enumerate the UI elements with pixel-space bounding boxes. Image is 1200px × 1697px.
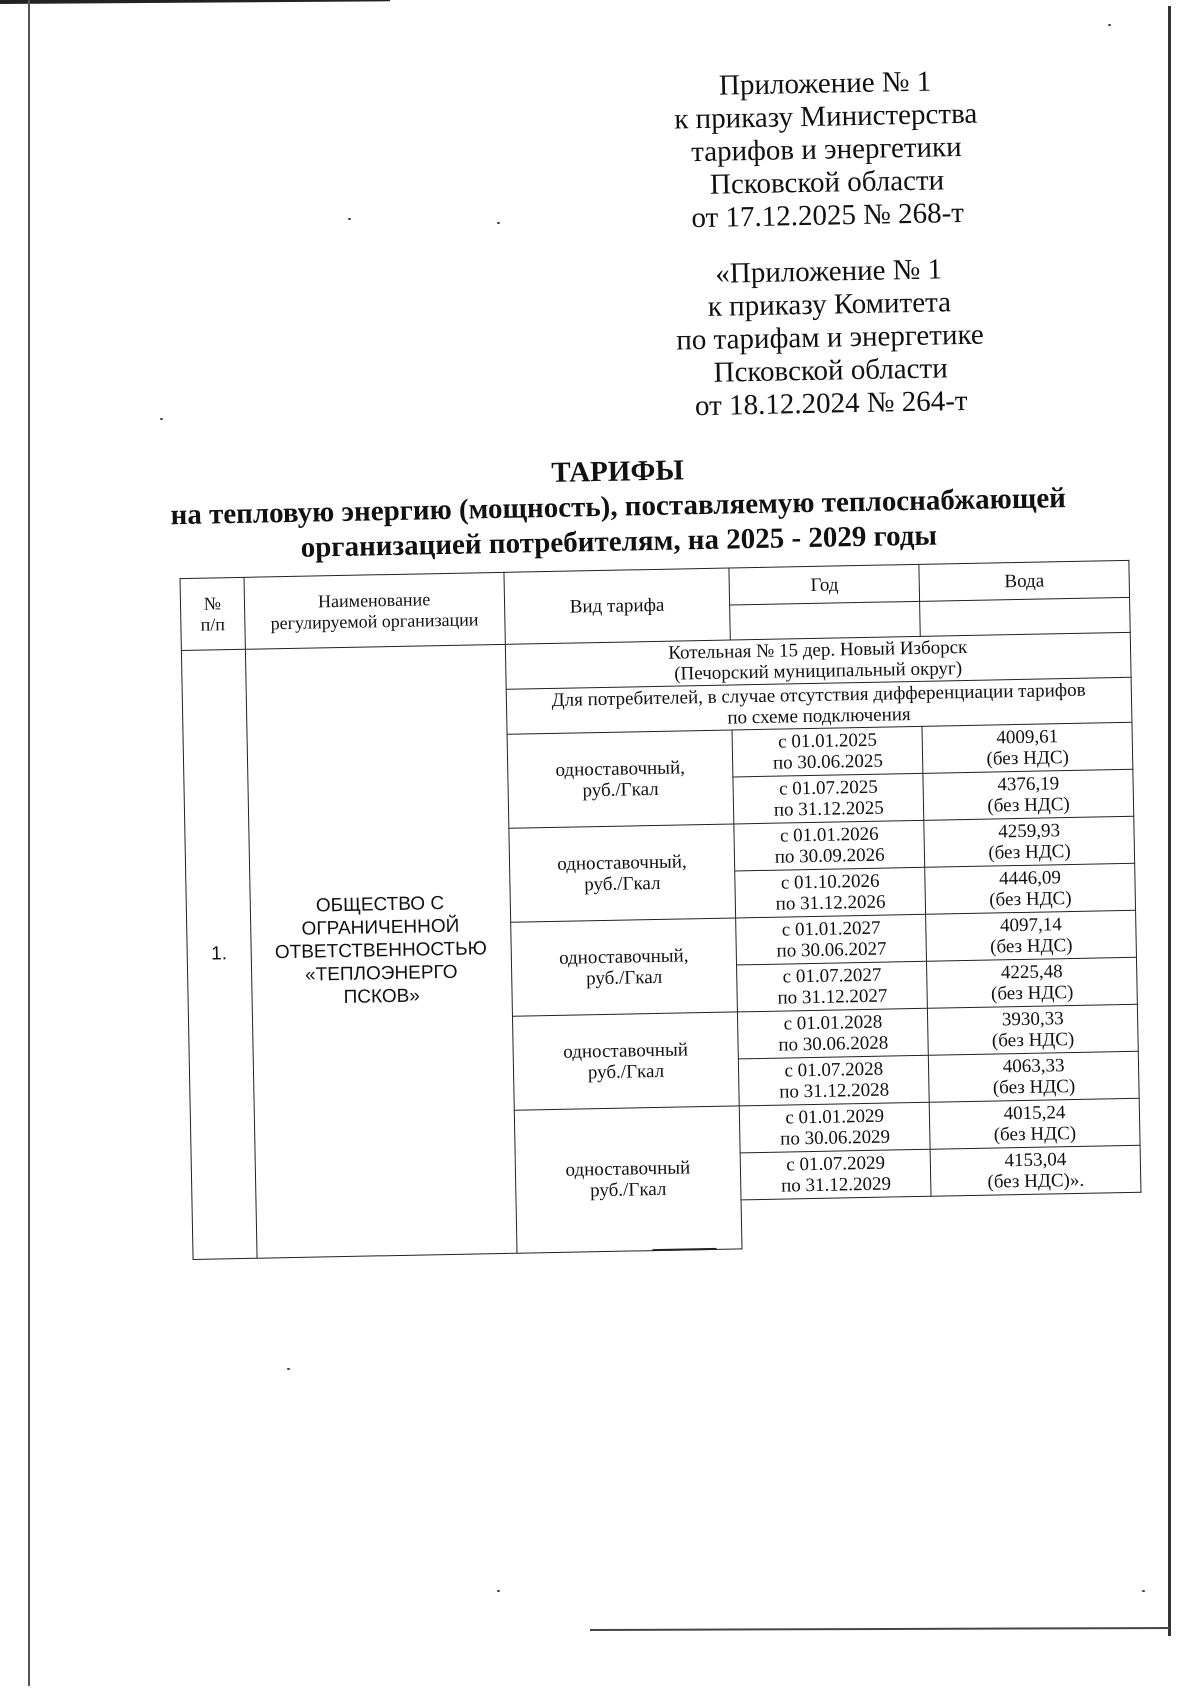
tariff-kind-cell: одноставочный, руб./Гкал — [507, 730, 735, 828]
header-year-empty-cell — [730, 601, 920, 640]
row-number: 1. — [181, 649, 256, 1259]
tariff-value-cell: 4015,24 (без НДС) — [929, 1098, 1140, 1149]
tariff-value-cell: 4446,09 (без НДС) — [925, 863, 1136, 914]
tariff-value-cell: 4063,33 (без НДС) — [928, 1051, 1139, 1102]
appendix-date-line: от 17.12.2025 № 268-т — [691, 196, 965, 235]
tariff-value-cell: 4259,93 (без НДС) — [924, 816, 1135, 867]
tariff-value-cell: 4225,48 (без НДС) — [927, 957, 1138, 1008]
header-water-empty-cell — [920, 597, 1130, 636]
consumers-cell: Для потребителей, в случае отсутствия дифференциации тарифов по схеме подключения — [506, 677, 1132, 734]
period-cell: с 01.07.2027 по 31.12.2027 — [737, 961, 928, 1012]
tariff-table — [180, 560, 1143, 1260]
appendix-line: к приказу Комитета — [707, 286, 952, 323]
tariff-kind-cell: одноставочный руб./Гкал — [514, 1106, 743, 1253]
tariff-kind-cell: одноставочный, руб./Гкал — [510, 918, 738, 1016]
header-organization-name: Наименование регулируемой организации — [244, 572, 505, 649]
boiler-house-cell: Котельная № 15 дер. Новый Изборск (Печорский муниципальный округ) — [505, 632, 1131, 689]
period-cell: с 01.01.2027 по 30.06.2027 — [736, 914, 927, 965]
title-subline: организацией потребителям, на 2025 - 2029 годы — [300, 519, 938, 564]
period-cell: с 01.10.2026 по 31.12.2026 — [735, 867, 926, 918]
tariff-value-cell: 3930,33 (без НДС) — [928, 1004, 1139, 1055]
tariff-value-cell: 4097,14 (без НДС) — [926, 910, 1137, 961]
appendix-line: по тарифам и энергетике — [676, 318, 984, 357]
scan-edge-top — [0, 0, 390, 4]
period-cell: с 01.01.2025 по 30.06.2025 — [732, 726, 923, 777]
appendix-line: тарифов и энергетики — [690, 130, 962, 169]
tariff-value-cell: 4009,61 (без НДС) — [922, 722, 1133, 773]
header-year: Год — [729, 564, 920, 605]
appendix-line: к приказу Министерства — [673, 97, 978, 136]
organization-name: ОБЩЕСТВО С ОГРАНИЧЕННОЙ ОТВЕТСТВЕННОСТЬЮ «ТЕПЛОЭНЕРГО ПСКОВ» — [245, 644, 516, 1257]
tariff-value-cell: 4153,04 (без НДС)». — [930, 1145, 1141, 1196]
appendix-line: Псковской области — [713, 352, 949, 389]
appendix-line: Приложение № 1 — [718, 65, 932, 102]
title-heading: ТАРИФЫ — [550, 454, 685, 489]
appendix-ministry-block — [640, 64, 1013, 236]
header-number: № п/п — [180, 577, 245, 650]
appendix-committee-block — [643, 252, 1016, 424]
empty-cell — [741, 1192, 1142, 1248]
tariff-kind-cell: одноставочный руб./Гкал — [512, 1012, 740, 1110]
header-water: Вода — [919, 560, 1129, 601]
appendix-line: Псковской области — [709, 164, 945, 201]
period-cell: с 01.01.2028 по 30.06.2028 — [738, 1008, 929, 1059]
period-cell: с 01.07.2025 по 31.12.2025 — [733, 773, 924, 824]
title-subline: на тепловую энергию (мощность), поставляемую теплоснабжающей — [170, 482, 1067, 532]
tariff-value-cell: 4376,19 (без НДС) — [923, 769, 1134, 820]
period-cell: с 01.07.2028 по 31.12.2028 — [739, 1055, 930, 1106]
appendix-line: «Приложение № 1 — [715, 253, 943, 290]
period-cell: с 01.07.2029 по 31.12.2029 — [740, 1149, 931, 1200]
tariff-kind-cell: одноставочный, руб./Гкал — [508, 824, 736, 922]
end-of-document-rule — [652, 1248, 716, 1251]
period-cell: с 01.01.2026 по 30.09.2026 — [734, 820, 925, 871]
period-cell: с 01.01.2029 по 30.06.2029 — [740, 1102, 931, 1153]
appendix-date-line: от 18.12.2024 № 264-т — [694, 384, 968, 423]
header-tariff-kind: Вид тарифа — [503, 568, 730, 644]
document-title — [157, 446, 1079, 569]
